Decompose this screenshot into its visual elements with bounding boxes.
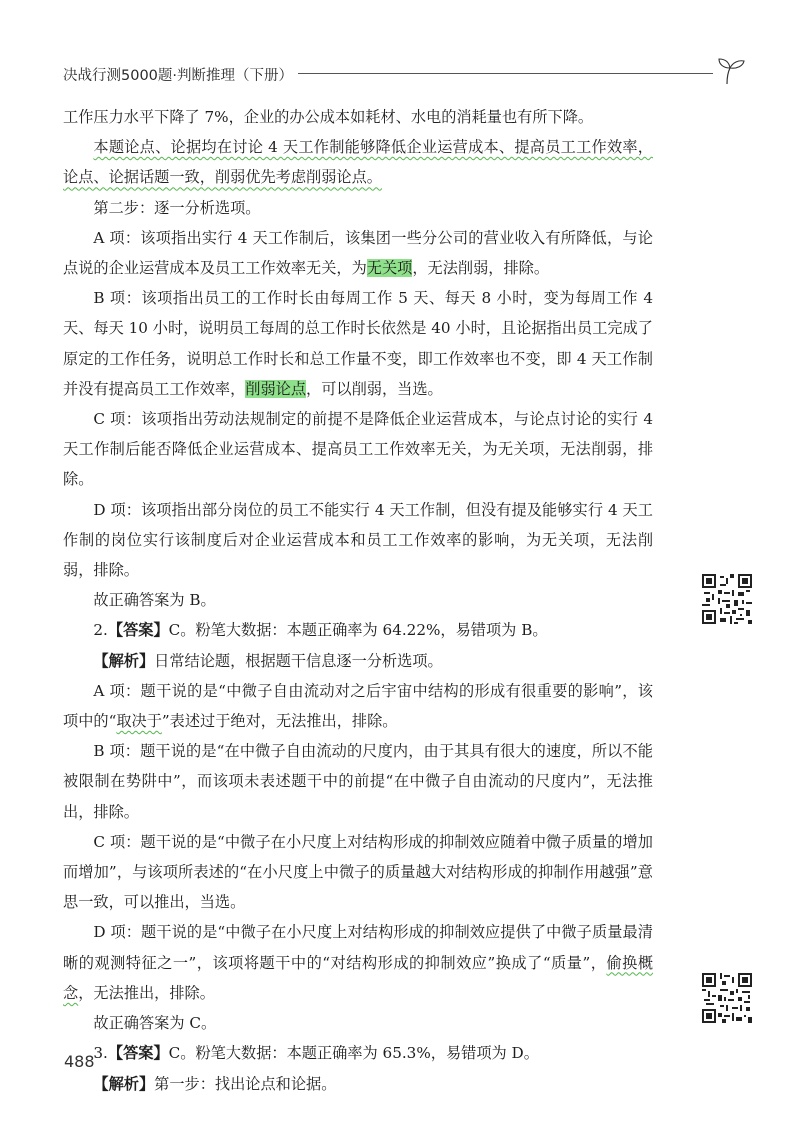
answer-tag: 【答案】 (107, 1044, 169, 1063)
q2-option-d: D 项：题干说的是“中微子在小尺度上对结构形成的抑制效应提供了中微子质量最清晰的观测特征之一”，该项将题干中的“对结构形成的抑制效应”换成了“质量”，偷换概念，无法推出，排除。 (63, 923, 654, 1002)
analysis-tag: 【解析】 (93, 1074, 155, 1093)
paragraph-option-c: C 项：该项指出劳动法规制定的前提不是降低企业运营成本，与论点讨论的实行 4 天工作制后能否降低企业运营成本、提高员工工作效率无关，为无关项，无法削弱，排除。 (63, 410, 653, 489)
book-title: 决战行测5000题·判断推理（下册） (63, 68, 294, 84)
question-3-answer: 3.【答案】C。粉笔大数据：本题正确率为 65.3%，易错项为 D。 (93, 1044, 539, 1063)
header-rule (298, 73, 713, 74)
paragraph-conclusion-b: 故正确答案为 B。 (93, 591, 216, 610)
paragraph-option-b: B 项：该项指出员工的工作时长由每周工作 5 天、每天 8 小时，变为每周工作 4 天、每天 10 小时，说明员工每周的总工作时长依然是 40 小时，且论据指出员工完成了原定的工作任务，说明总工作时长和总工作量不变，即工作效率也不变，即 4 天工作制并没有提高员工工作效率，削弱论点，可以削弱，当选。 (63, 289, 653, 398)
highlight-weaken-claim: 削弱论点 (245, 379, 306, 398)
q2-option-b: B 项：题干说的是“在中微子自由流动的尺度内，由于其具有很大的速度，所以不能被限制在势阱中”，而该项未表述题干中的前提“在中微子自由流动的尺度内”，无法推出，排除。 (63, 742, 653, 821)
question-2-answer: 2.【答案】C。粉笔大数据：本题正确率为 64.22%，易错项为 B。 (93, 621, 548, 640)
analysis-tag: 【解析】 (93, 651, 155, 670)
q2-option-a: A 项：题干说的是“中微子自由流动对之后宇宙中结构的形成有很重要的影响”，该项中的“取决于”表述过于绝对，无法推出，排除。 (63, 681, 653, 731)
highlight-irrelevant: 无关项 (366, 259, 413, 278)
paragraph-option-a: A 项：该项指出实行 4 天工作制后，该集团一些分公司的营业收入有所降低，与论点说的企业运营成本及员工工作效率无关，为无关项，无法削弱，排除。 (63, 228, 653, 278)
q2-option-c: C 项：题干说的是“中微子在小尺度上对结构形成的抑制效应随着中微子质量的增加而增加”，与该项所表述的“在小尺度上中微子的质量越大对结构形成的抑制作用越强”意思一致，可以推出，当选。 (63, 832, 653, 912)
wavy-underlined-text: 偷换概念 (63, 953, 654, 1002)
wavy-underlined-text: 本题论点、论据均在讨论 4 天工作制能够降低企业运营成本、提高员工工作效率，论点、论据话题一致，削弱优先考虑削弱论点。 (63, 138, 653, 187)
paragraph-option-d: D 项：该项指出部分岗位的员工不能实行 4 天工作制，但没有提及能够实行 4 天工作制的岗位实行该制度后对企业运营成本和员工工作效率的影响，为无关项，无法削弱，排除。 (63, 500, 653, 580)
sprout-icon (713, 56, 747, 86)
page-header (63, 60, 753, 90)
question-2-analysis: 【解析】日常结论题，根据题干信息逐一分析选项。 (93, 651, 443, 670)
paragraph-conclusion-c: 故正确答案为 C。 (93, 1014, 217, 1033)
qr-code-icon[interactable] (702, 574, 752, 624)
qr-code-icon[interactable] (702, 973, 752, 1023)
wavy-underlined-text: 取决于 (116, 712, 162, 731)
page-number: 488 (64, 1052, 95, 1071)
paragraph-analysis (63, 132, 653, 192)
paragraph-step-two: 第二步：逐一分析选项。 (93, 198, 261, 217)
question-3-analysis: 【解析】第一步：找出论点和论据。 (93, 1074, 337, 1093)
paragraph-continuation: 工作压力水平下降了 7%，企业的办公成本如耗材、水电的消耗量也有所下降。 (63, 108, 594, 126)
answer-tag: 【答案】 (107, 621, 169, 640)
answer-explanation-body (63, 102, 653, 1099)
